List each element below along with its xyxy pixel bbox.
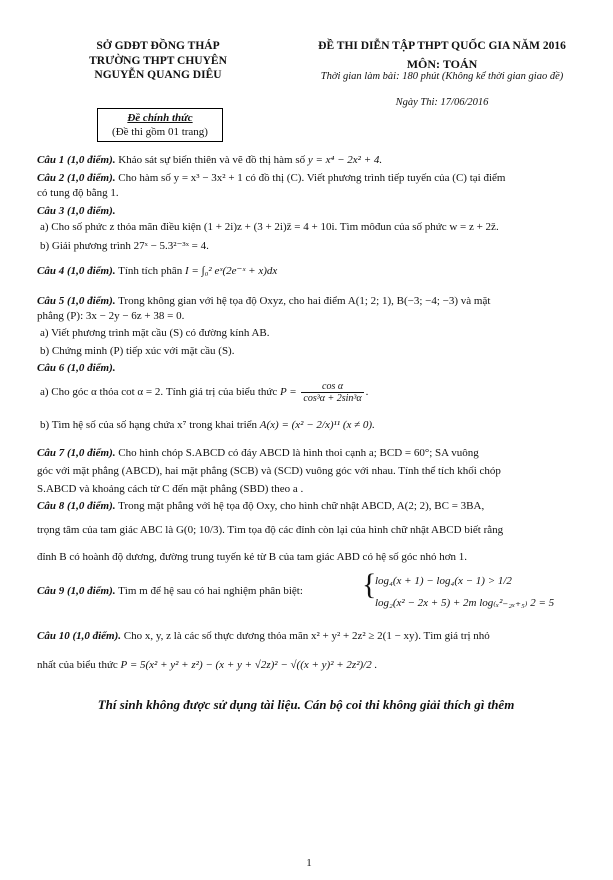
q7-label: Câu 7 (1,0 điểm). bbox=[37, 447, 116, 459]
footer-note: Thí sinh không được sử dụng tài liệu. Cán bộ coi thi không giải thích gì thêm bbox=[97, 697, 515, 712]
q5-part-a: a) Viết phương trình mặt cầu (S) có đường kính AB. bbox=[40, 327, 270, 339]
q6-label-text: Câu 6 (1,0 điểm). bbox=[37, 362, 116, 374]
time-note: Thời gian làm bài: 180 phút (Không kể thời gian giao đề) bbox=[320, 71, 564, 82]
question-7 bbox=[37, 447, 479, 460]
q9-system-brace: { bbox=[362, 568, 377, 601]
official-label: Đề chính thức bbox=[127, 112, 193, 124]
q6-a-lhs: P = bbox=[279, 386, 297, 399]
q8-text-cont-2: đỉnh B có hoành độ dương, đường trung tuyến kẻ từ B của tam giác ABD có hệ số góc nhỏ hơn 1. bbox=[37, 551, 468, 563]
q8-label: Câu 8 (1,0 điểm). bbox=[37, 500, 116, 512]
q6-part-b bbox=[40, 419, 375, 432]
q7-text-cont-1: góc với mặt phẳng (ABCD), hai mặt phẳng (SCB) và (SCD) vuông góc với nhau. Tính thể tích khối chóp bbox=[37, 465, 501, 477]
q6-a-fraction bbox=[301, 381, 363, 404]
dept-name: SỞ GDĐT ĐỒNG THÁP bbox=[96, 40, 220, 52]
q6-b-text: b) Tìm hệ số của số hạng chứa x⁷ trong khai triển bbox=[40, 419, 258, 431]
pages-note: (Đề thi gồm 01 trang) bbox=[112, 126, 208, 138]
q4-text: Tính tích phân bbox=[118, 265, 183, 277]
school-line-1: TRƯỜNG THPT CHUYÊN bbox=[89, 55, 227, 67]
q5-label: Câu 5 (1,0 điểm). bbox=[37, 295, 116, 307]
question-5 bbox=[37, 295, 490, 308]
q3-part-a: a) Cho số phức z thỏa mãn điều kiện (1 + 2i)z + (3 + 2i)z̄ = 4 + 10i. Tìm môđun của số phức w = z + 2z̄. bbox=[40, 221, 499, 233]
official-box bbox=[97, 108, 223, 142]
q8-text-cont-1: trọng tâm của tam giác ABC là G(0; 10/3). Tìm tọa độ các đỉnh còn lại của hình chữ nhật ABCD biết rằng bbox=[37, 524, 504, 536]
question-1 bbox=[37, 154, 382, 167]
q6-part-a: a) Cho góc α thỏa cot α = 2. Tính giá trị của biểu thức P = $\frac{\text{cos α}}{\text{cos³α + 2sin³α}}$ . bbox=[40, 381, 369, 404]
q9-text: Tìm m để hệ sau có hai nghiệm phân biệt: bbox=[118, 585, 303, 597]
q8-text: Trong mặt phẳng với hệ tọa độ Oxy, cho hình chữ nhật ABCD, A(2; 2), BC = 3BA, bbox=[118, 500, 485, 512]
q3-part-b: b) Giải phương trình 27ˣ − 5.3²⁻³ˣ = 4. bbox=[40, 240, 209, 252]
q2-text-cont: có tung độ bằng 1. bbox=[37, 187, 119, 199]
q10-label: Câu 10 (1,0 điểm). bbox=[37, 630, 122, 642]
q3-label-text: Câu 3 (1,0 điểm). bbox=[37, 205, 116, 217]
q6-a-denominator: cos³α + 2sin³α bbox=[303, 393, 362, 404]
q9-equation-1: log₄(x + 1) − log₄(x − 1) > 1/2 bbox=[375, 575, 512, 587]
subject-title: MÔN: TOÁN bbox=[406, 57, 478, 71]
q1-text: Khảo sát sự biến thiên và vẽ đồ thị hàm số bbox=[118, 154, 306, 166]
q10-text-cont bbox=[37, 659, 377, 672]
q1-formula: y = x⁴ − 2x² + 4. bbox=[307, 154, 383, 166]
question-4 bbox=[37, 265, 277, 278]
q2-label: Câu 2 (1,0 điểm). bbox=[37, 172, 116, 184]
q10-text-2: nhất của biểu thức bbox=[37, 659, 118, 671]
q7-text: Cho hình chóp S.ABCD có đáy ABCD là hình thoi cạnh a; BCD = 60°; SA vuông bbox=[118, 447, 479, 459]
exam-date: Ngày Thi: 17/06/2016 bbox=[395, 97, 489, 108]
q5-text: Trong không gian với hệ tọa độ Oxyz, cho hai điểm A(1; 2; 1), B(−3; −4; −3) và mặt bbox=[118, 295, 491, 307]
q4-label: Câu 4 (1,0 điểm). bbox=[37, 265, 116, 277]
q6-a-numerator: cos α bbox=[301, 381, 363, 393]
q6-label bbox=[37, 362, 116, 375]
q5-text-cont: phẳng (P): 3x − 2y − 6z + 38 = 0. bbox=[37, 310, 185, 322]
q6-b-formula: A(x) = (x² − 2/x)¹¹ (x ≠ 0). bbox=[259, 419, 375, 431]
question-8 bbox=[37, 500, 484, 513]
question-2 bbox=[37, 172, 505, 185]
q10-text: Cho x, y, z là các số thực dương thỏa mãn x² + y² + 2z² ≥ 2(1 − xy). Tìm giá trị nhỏ bbox=[123, 630, 490, 642]
page-number: 1 bbox=[306, 857, 312, 869]
question-10 bbox=[37, 630, 490, 643]
q7-text-cont-2: S.ABCD và khoảng cách từ C đến mặt phẳng (SBD) theo a . bbox=[37, 483, 304, 495]
q2-text: Cho hàm số y = x³ − 3x² + 1 có đồ thị (C). Viết phương trình tiếp tuyến của (C) tại điểm bbox=[118, 172, 506, 184]
q9-equation-2: log₂(x² − 2x + 5) + 2m log₍ₓ²₋₂ₓ₊₅₎ 2 = 5 bbox=[375, 597, 555, 609]
school-line-2: NGUYỄN QUANG DIÊU bbox=[94, 69, 222, 81]
q5-part-b: b) Chứng minh (P) tiếp xúc với mặt cầu (S). bbox=[40, 345, 235, 357]
q10-formula: P = 5(x² + y² + z²) − (x + y + √2z)² − √((x + y)² + 2z²)/2 . bbox=[120, 659, 378, 671]
q3-label bbox=[37, 205, 116, 218]
q1-label: Câu 1 (1,0 điểm). bbox=[37, 154, 116, 166]
q6-a-text: a) Cho góc α thỏa cot α = 2. Tính giá trị của biểu thức bbox=[40, 386, 278, 399]
q9-label: Câu 9 (1,0 điểm). bbox=[37, 585, 116, 597]
exam-title: ĐỀ THI DIỄN TẬP THPT QUỐC GIA NĂM 2016 bbox=[318, 40, 566, 52]
question-9 bbox=[37, 585, 303, 598]
q4-formula: I = ∫₀² eˣ(2e⁻ˣ + x)dx bbox=[185, 265, 278, 277]
